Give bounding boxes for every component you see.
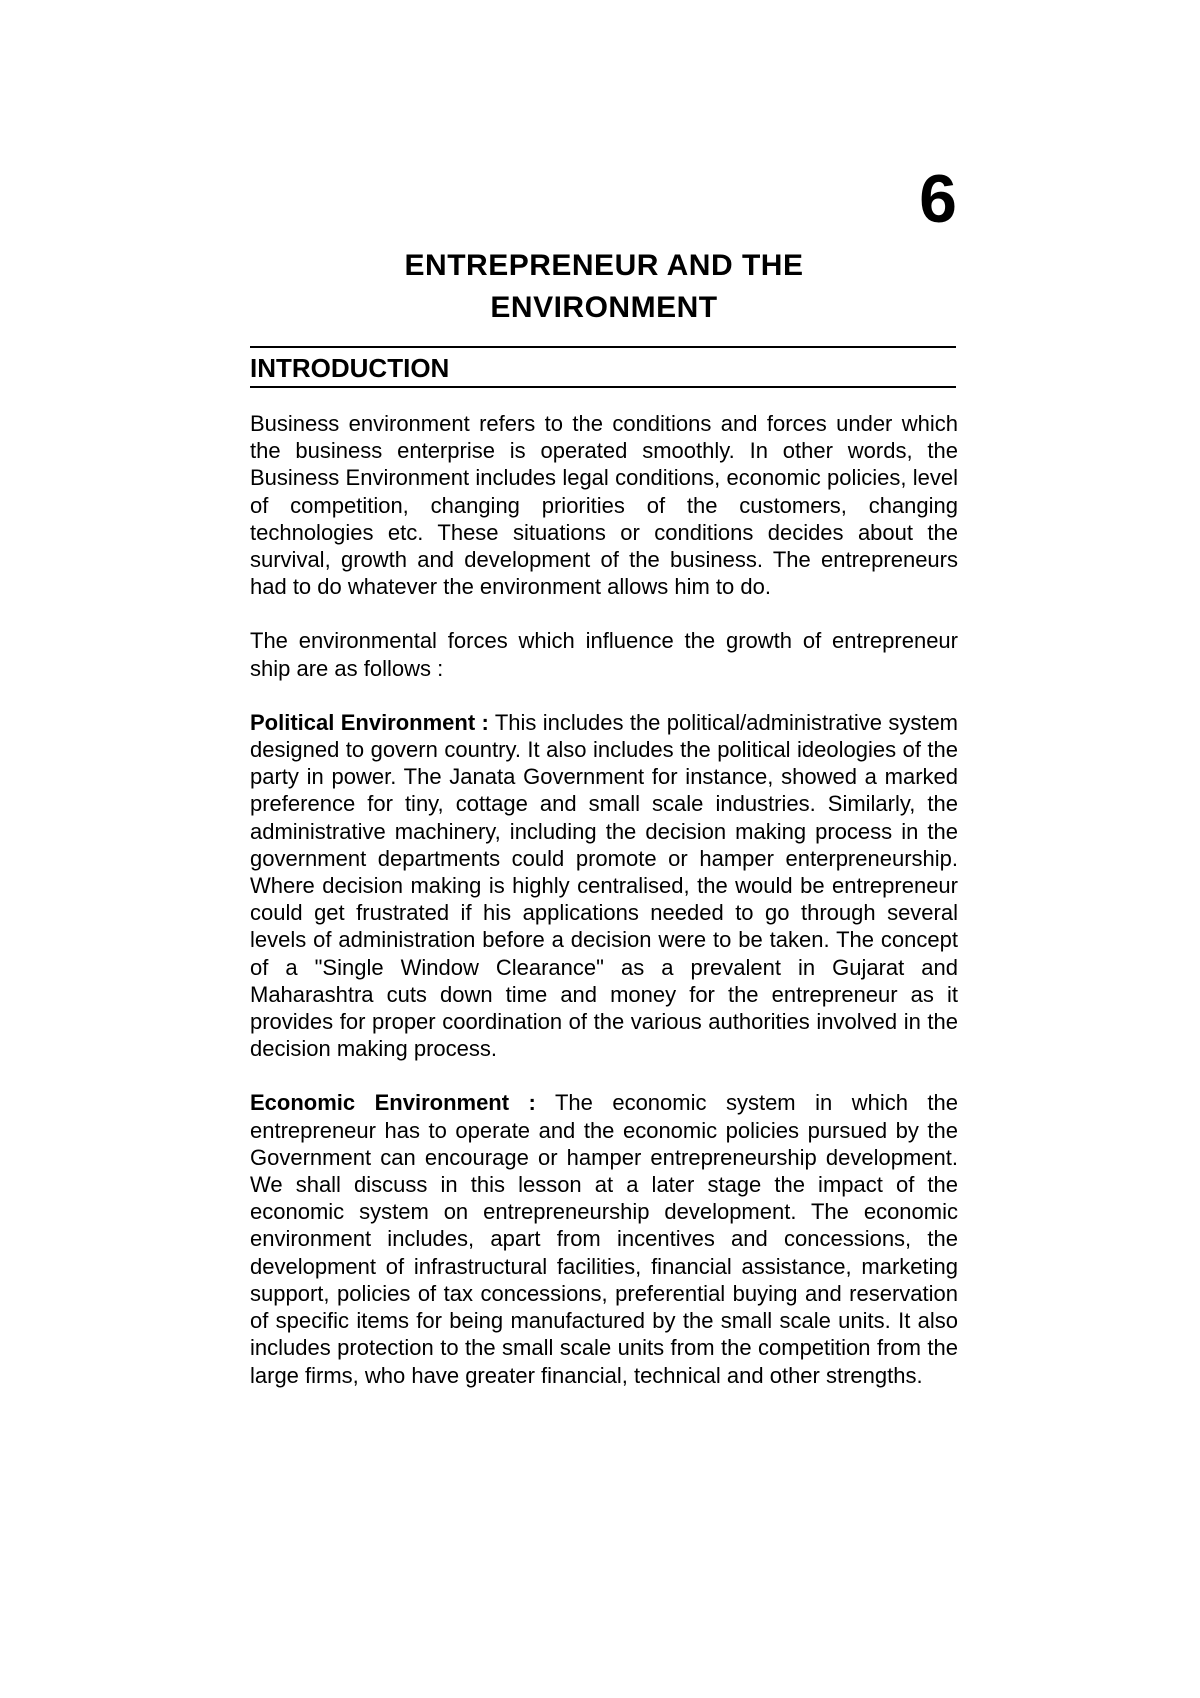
chapter-title-line-2: ENVIRONMENT [490,291,718,324]
political-environment-text: This includes the political/administrative system designed to govern country. It also includes the political ideologies of the party in power. The Janata Government for instance, showed a marked preference for tiny, cottage and small scale industries. Similarly, the administrative machinery, including the decision making process in the government departments could promote or hamper enterpreneurship. Where decision making is highly centralised, the would be entrepreneur could get frustrated if his applications needed to go through several levels of administration before a decision were to be taken. The concept of a "Single Window Clearance" as a prevalent in Gujarat and Maharashtra cuts down time and money for the entrepreneur as it provides for proper coordination of the various authorities involved in the decision making process. [250,709,959,1062]
body-text [250,410,958,1416]
economic-environment-label: Economic Environment : [250,1090,536,1116]
economic-environment-paragraph [250,1089,958,1388]
chapter-number: 6 [919,161,957,237]
political-environment-label: Political Environment : [250,709,489,735]
chapter-title [250,245,958,329]
section-heading: INTRODUCTION [250,353,450,383]
chapter-title-line-1: ENTREPRENEUR AND THE [404,249,804,282]
political-environment-paragraph [250,709,958,1063]
section-rule-bottom [250,386,956,388]
intro-paragraph: Business environment refers to the conditions and forces under which the business enterprise is operated smoothly. In other words, the Business Environment includes legal conditions, economic policies, level of competition, changing priorities of the customers, changing technologies etc. These situations or conditions decides about the survival, growth and development of the business. The entrepreneurs had to do whatever the environment allows him to do. [250,411,958,600]
forces-paragraph: The environmental forces which influence the growth of entrepreneur ship are as follows : [250,628,958,681]
economic-environment-text: The economic system in which the entrepreneur has to operate and the economic policies pursued by the Government can encourage or hamper entrepreneurship development. We shall discuss in this lesson at a later stage the impact of the economic system on entrepreneurship development. The economic environment includes, apart from incentives and concessions, the development of infrastructural facilities, financial assistance, marketing support, policies of tax concessions, preferential buying and reservation of specific items for being manufactured by the small scale units. It also includes protection to the small scale units from the competition from the large firms, who have greater financial, technical and other strengths. [250,1090,958,1388]
section-rule-top [250,346,956,348]
